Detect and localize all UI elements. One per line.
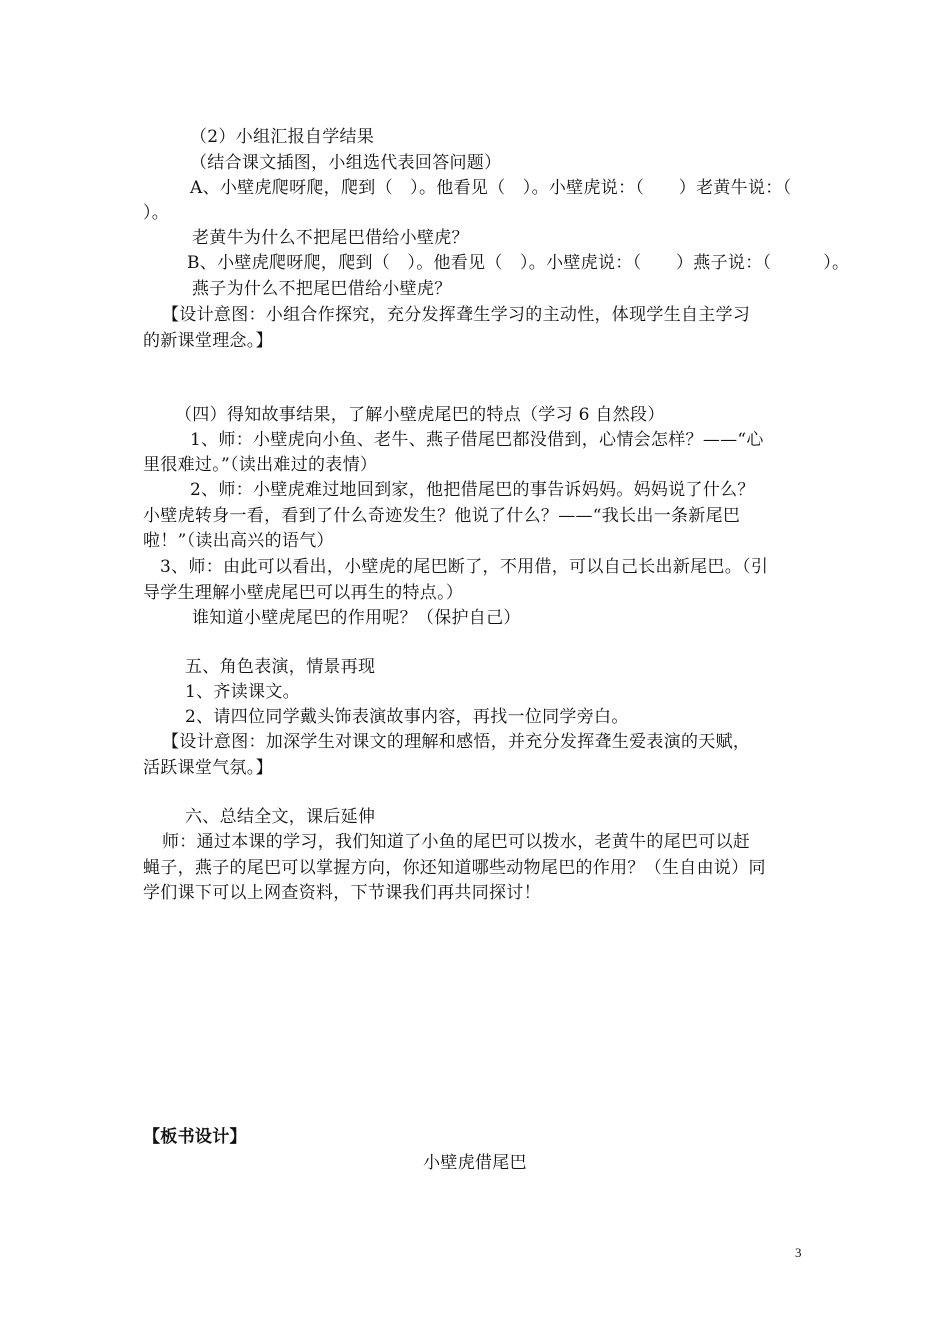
text-line: 燕子为什么不把尾巴借给小壁虎？	[192, 279, 452, 299]
text-line: 1、齐读课文。	[185, 682, 300, 702]
board-title: 小壁虎借尾巴	[423, 1153, 527, 1173]
text-line: 里很难过。”（读出难过的表情）	[143, 455, 378, 475]
text-line: 师：通过本课的学习，我们知道了小鱼的尾巴可以拨水，老黄牛的尾巴可以赶	[162, 832, 751, 852]
design-intent-note: 活跃课堂气氛。】	[143, 758, 273, 778]
text-line: 导学生理解小壁虎尾巴可以再生的特点。）	[143, 583, 464, 603]
text-line: 3、师：由此可以看出，小壁虎的尾巴断了，不用借，可以自己长出新尾巴。（引	[160, 557, 769, 577]
design-intent-note: 的新课堂理念。】	[143, 331, 273, 351]
board-design-heading: 【板书设计】	[143, 1127, 247, 1147]
section-heading: 五、角色表演，情景再现	[185, 657, 376, 677]
text-line: A、小壁虎爬呀爬，爬到（ ）。他看见（ ）。小壁虎说：（ ）老黄牛说：（	[190, 178, 792, 198]
section-heading: （四）得知故事结果，了解小壁虎尾巴的特点（学习 6 自然段）	[175, 405, 665, 425]
text-line: 1、师：小壁虎向小鱼、老牛、燕子借尾巴都没借到，心情会怎样？——“心	[190, 430, 764, 450]
text-line: 老黄牛为什么不把尾巴借给小壁虎？	[192, 228, 469, 248]
text-line: ）。	[143, 203, 170, 223]
text-line: 蝇子，燕子的尾巴可以掌握方向，你还知道哪些动物尾巴的作用？（生自由说）同	[143, 858, 766, 878]
text-line: （2）小组汇报自学结果	[190, 127, 375, 147]
design-intent-note: 【设计意图：加深学生对课文的理解和感悟，并充分发挥聋生爱表演的天赋，	[162, 732, 751, 752]
text-line: B、小壁虎爬呀爬，爬到（ ）。他看见（ ）。小壁虎说：（ ）燕子说：（ ）。	[187, 253, 850, 273]
text-line: （结合课文插图，小组选代表回答问题）	[190, 153, 502, 173]
text-line: 学们课下可以上网查资料，下节课我们再共同探讨！	[143, 883, 541, 903]
text-line: 2、师：小壁虎难过地回到家，他把借尾巴的事告诉妈妈。妈妈说了什么？	[190, 480, 755, 500]
text-line: 啦！”（读出高兴的语气）	[143, 531, 334, 551]
text-line: 2、请四位同学戴头饰表演故事内容，再找一位同学旁白。	[185, 707, 629, 727]
design-intent-note: 【设计意图：小组合作探究，充分发挥聋生学习的主动性，体现学生自主学习	[162, 305, 751, 325]
page-number: 3	[795, 1245, 802, 1260]
text-line: 小壁虎转身一看，看到了什么奇迹发生？他说了什么？——“我长出一条新尾巴	[143, 506, 741, 526]
text-line: 谁知道小壁虎尾巴的作用呢？（保护自己）	[192, 608, 521, 628]
section-heading: 六、总结全文，课后延伸	[185, 807, 376, 827]
